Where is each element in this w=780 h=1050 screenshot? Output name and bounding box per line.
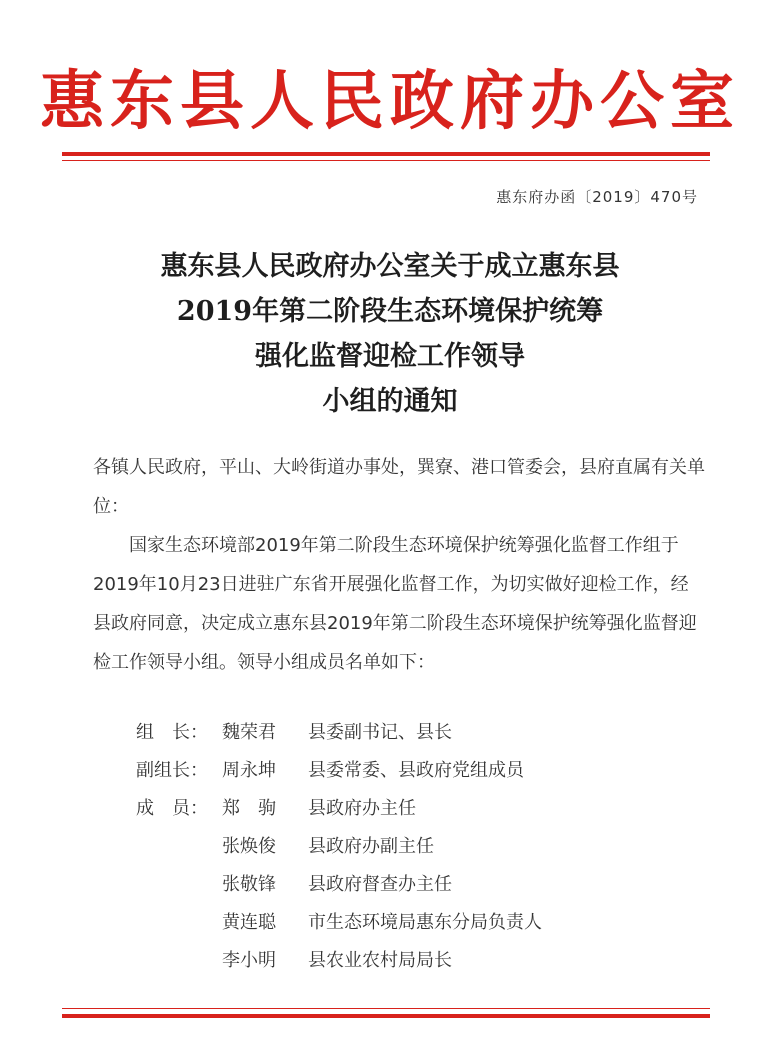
body-paragraph: 国家生态环境部2019年第二阶段生态环境保护统筹强化监督工作组于2019年10月23日进驻广东省开展强化监督工作，为切实做好迎检工作，经县政府同意，决定成立惠东县2019年第二阶段生态环境保护统筹强化监督迎检工作领导小组。领导小组成员名单如下： xyxy=(93,535,697,673)
header-rule-thin xyxy=(62,160,710,161)
document-body xyxy=(93,448,705,682)
member-title: 市生态环境局惠东分局负责人 xyxy=(308,912,542,933)
member-name: 张焕俊 xyxy=(222,836,276,857)
member-title: 县政府督查办主任 xyxy=(308,874,452,895)
agency-masthead: 惠东县人民政府办公室 xyxy=(40,64,740,139)
document-title xyxy=(0,244,780,424)
title-line: 强化监督迎检工作领导 xyxy=(255,341,525,372)
member-role: 组 长： xyxy=(136,722,208,743)
member-name: 黄连聪 xyxy=(222,912,276,933)
document-number: 惠东府办函〔2019〕470号 xyxy=(496,188,698,206)
member-name: 郑 驹 xyxy=(222,798,276,819)
footer-rule-thin xyxy=(62,1008,710,1009)
member-title: 县农业农村局局长 xyxy=(308,950,452,971)
member-role: 成 员： xyxy=(136,798,208,819)
member-role: 副组长： xyxy=(136,760,208,781)
member-title: 县委副书记、县长 xyxy=(308,722,452,743)
member-title: 县委常委、县政府党组成员 xyxy=(308,760,524,781)
header-rule-thick xyxy=(62,152,710,156)
recipients-line: 各镇人民政府，平山、大岭街道办事处，巽寮、港口管委会，县府直属有关单位： xyxy=(93,457,705,517)
member-title: 县政府办副主任 xyxy=(308,836,434,857)
title-line: 小组的通知 xyxy=(322,386,458,417)
member-name: 李小明 xyxy=(222,950,276,971)
member-name: 魏荣君 xyxy=(222,722,276,743)
member-name: 张敬锋 xyxy=(222,874,276,895)
member-name: 周永坤 xyxy=(222,760,276,781)
title-line: 惠东县人民政府办公室关于成立惠东县 xyxy=(160,251,620,282)
member-title: 县政府办主任 xyxy=(308,798,416,819)
title-line: 2019年第二阶段生态环境保护统筹 xyxy=(176,296,604,327)
footer-rule-thick xyxy=(62,1014,710,1018)
